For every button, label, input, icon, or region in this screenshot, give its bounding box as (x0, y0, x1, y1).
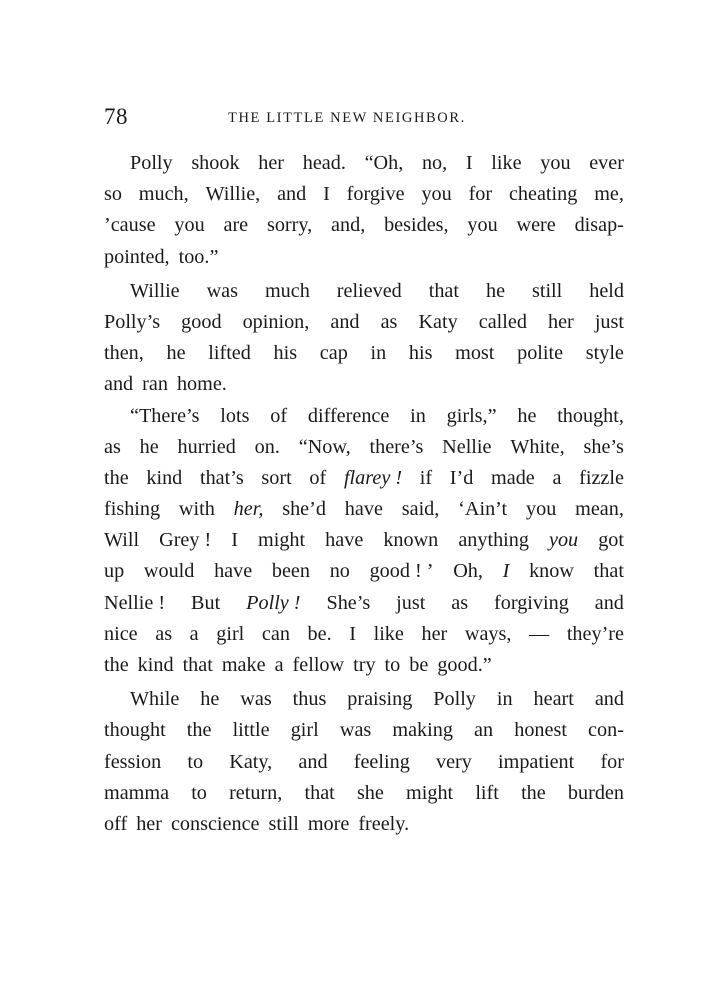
word: nice (104, 622, 138, 645)
word: that’s (199, 466, 244, 489)
word: an (474, 719, 494, 742)
word: freely. (358, 812, 410, 835)
word: called (478, 310, 527, 333)
word: like (373, 622, 404, 645)
word: and, (331, 214, 366, 237)
word: and (594, 591, 624, 614)
word: you (526, 498, 557, 521)
text-line (104, 432, 624, 463)
word: her (136, 812, 162, 835)
word: he (200, 688, 220, 711)
word: known (383, 529, 439, 552)
word: forgive (346, 183, 405, 206)
text-line (104, 369, 624, 400)
word: Nellie (442, 435, 492, 458)
word: making (392, 719, 453, 742)
word: burden (567, 781, 624, 804)
word: Polly (130, 152, 173, 174)
word: in (410, 404, 426, 427)
word: relieved (336, 279, 402, 302)
word: heart (533, 688, 574, 711)
word: lifted (208, 342, 251, 365)
word: no (329, 560, 350, 583)
word: a (552, 466, 562, 489)
word: thus (292, 688, 327, 711)
word: Willie (130, 279, 180, 302)
word: there’s (369, 435, 424, 458)
page-number: 78 (104, 104, 128, 129)
word: Polly ! (246, 591, 301, 614)
text-line (104, 715, 624, 746)
word: very (435, 750, 472, 773)
word: much, (138, 183, 189, 206)
word: I (323, 183, 330, 206)
word: as (104, 435, 121, 458)
word: was (240, 688, 272, 711)
word: I’d (449, 466, 474, 489)
word: be (409, 654, 429, 676)
word: held (589, 279, 624, 302)
word: polite (517, 342, 564, 365)
word: as (451, 591, 469, 614)
word: she (356, 781, 384, 804)
word: her (258, 152, 285, 174)
word: I (231, 529, 238, 552)
word: to (187, 750, 204, 773)
word: have (344, 498, 383, 521)
word: conscience (170, 812, 260, 835)
word: been (271, 560, 310, 583)
word: off (104, 812, 128, 835)
word: he (139, 435, 159, 458)
paragraph (104, 148, 624, 273)
word: can (261, 622, 290, 645)
word: that (182, 654, 213, 676)
word: I (349, 622, 356, 645)
word: little (232, 719, 270, 742)
text-line (104, 778, 624, 809)
word: no, (421, 152, 448, 174)
word: that (428, 279, 460, 302)
word: good ! ’ (369, 560, 434, 583)
text-line (104, 494, 624, 525)
word: said, (401, 498, 440, 521)
word: a (274, 654, 284, 676)
word: to (384, 654, 401, 676)
paragraph (104, 684, 624, 840)
word: his (273, 342, 298, 365)
word: still (531, 279, 563, 302)
word: got (598, 529, 624, 552)
word: sort (261, 466, 292, 489)
word: might (406, 781, 454, 804)
word: kind (137, 654, 174, 676)
word: she’s (583, 435, 624, 458)
word: that (304, 781, 335, 804)
text-line (104, 338, 624, 369)
word: ever (589, 152, 624, 174)
word: just (396, 591, 426, 614)
word: return, (229, 781, 283, 804)
word: She’s (326, 591, 371, 614)
word: you (467, 214, 498, 237)
word: Will (104, 529, 140, 552)
word: praising (347, 688, 413, 711)
text-line (104, 307, 624, 338)
word: her, (233, 498, 264, 521)
word: her (421, 622, 448, 645)
text-line (104, 242, 624, 273)
word: honest (514, 719, 567, 742)
word: know (529, 560, 574, 583)
word: kind (146, 466, 183, 489)
word: fellow (292, 654, 345, 676)
word: good (181, 310, 222, 333)
word: difference (307, 404, 390, 427)
word: pointed, (104, 245, 170, 268)
word: still (268, 812, 299, 835)
word: me, (594, 183, 624, 206)
word: lift (475, 781, 499, 804)
word: flarey ! (343, 466, 403, 489)
word: opinion, (242, 310, 310, 333)
text-line (104, 588, 624, 619)
word: Katy (418, 310, 458, 333)
word: sorry, (266, 214, 313, 237)
word: much (264, 279, 310, 302)
word: forgiving (494, 591, 569, 614)
word: have (214, 560, 253, 583)
word: too.” (178, 245, 219, 268)
word: While (130, 688, 180, 711)
word: so (104, 183, 122, 206)
word: and (330, 310, 360, 333)
word: he (166, 342, 186, 365)
word: have (325, 529, 364, 552)
word: if (419, 466, 433, 489)
text-line (104, 210, 624, 241)
word: ran (142, 373, 168, 396)
text-line (104, 747, 624, 778)
word: of (270, 404, 288, 427)
paragraph (104, 276, 624, 401)
word: he (517, 404, 537, 427)
word: was (206, 279, 238, 302)
word: and (594, 688, 624, 711)
word: fizzle (579, 466, 624, 489)
word: girl (290, 719, 319, 742)
word: she’d (282, 498, 326, 521)
word: ways, (464, 622, 512, 645)
text-line (104, 650, 624, 681)
word: fession (104, 750, 162, 773)
word: fishing (104, 498, 161, 521)
word: on. (254, 435, 280, 458)
word: to (191, 781, 207, 804)
text-line (104, 276, 624, 307)
word: you (421, 183, 452, 206)
word: ’cause (104, 214, 156, 237)
word: you (540, 152, 571, 174)
word: in (370, 342, 387, 365)
word: ‘Ain’t (458, 498, 508, 521)
word: might (258, 529, 306, 552)
text-line (104, 556, 624, 587)
word: girl (216, 622, 245, 645)
word: with (178, 498, 215, 521)
word: most (455, 342, 495, 365)
word: head. (302, 152, 346, 174)
word: be. (307, 622, 332, 645)
word: Polly’s (104, 310, 161, 333)
word: Katy, (229, 750, 273, 773)
word: you (174, 214, 205, 237)
running-title: THE LITTLE NEW NEIGHBOR. (228, 110, 466, 126)
word: you (549, 529, 579, 552)
word: cap (319, 342, 348, 365)
word: he (485, 279, 506, 302)
text-line (104, 148, 624, 179)
word: and (298, 750, 328, 773)
word: style (585, 342, 624, 365)
word: Oh, (453, 560, 483, 583)
word: Willie, (205, 183, 261, 206)
word: a (189, 622, 199, 645)
word: home. (176, 373, 227, 396)
word: impatient (498, 750, 575, 773)
word: besides, (384, 214, 449, 237)
word: con- (588, 719, 624, 742)
text-line (104, 525, 624, 556)
word: thought, (557, 404, 624, 427)
text-line (104, 463, 624, 494)
word: the (521, 781, 546, 804)
paragraph (104, 401, 624, 682)
word: disap- (574, 214, 624, 237)
word: anything (458, 529, 529, 552)
word: like (491, 152, 522, 174)
word: they’re (566, 622, 624, 645)
text-line (104, 401, 624, 432)
word: his (408, 342, 433, 365)
word: the (104, 466, 129, 489)
word: the (104, 654, 129, 676)
word: But (191, 591, 221, 614)
word: for (468, 183, 493, 206)
word: feeling (353, 750, 410, 773)
word: were (516, 214, 556, 237)
text-line (104, 684, 624, 715)
word: just (594, 310, 624, 333)
word: was (339, 719, 372, 742)
word: mean, (575, 498, 624, 521)
word: her (547, 310, 574, 333)
running-head (104, 104, 624, 138)
text-line (104, 809, 624, 840)
word: “Oh, (364, 152, 404, 174)
word: and (104, 373, 134, 396)
word: Nellie ! (104, 591, 166, 614)
word: more (307, 812, 350, 835)
word: thought (104, 719, 166, 742)
body-text (104, 148, 624, 841)
word: White, (510, 435, 565, 458)
text-line (104, 179, 624, 210)
word: mamma (104, 781, 170, 804)
word: of (309, 466, 327, 489)
word: Grey ! (159, 529, 212, 552)
word: made (491, 466, 535, 489)
word: as (155, 622, 173, 645)
word: the (186, 719, 212, 742)
word: would (143, 560, 195, 583)
word: “Now, (298, 435, 351, 458)
word: shook (191, 152, 240, 174)
word: as (380, 310, 398, 333)
word: cheating (508, 183, 578, 206)
word: — (529, 622, 550, 645)
word: for (600, 750, 624, 773)
word: girls,” (446, 404, 497, 427)
word: I (502, 560, 510, 583)
word: and (277, 183, 307, 206)
text-line (104, 619, 624, 650)
word: lots (220, 404, 250, 427)
word: then, (104, 342, 144, 365)
word: that (593, 560, 624, 583)
word: good.” (437, 654, 492, 676)
word: in (496, 688, 513, 711)
word: up (104, 560, 125, 583)
word: are (223, 214, 249, 237)
word: Polly (433, 688, 476, 711)
word: hurried (177, 435, 236, 458)
word: “There’s (130, 404, 200, 427)
word: I (465, 152, 473, 174)
word: make (221, 654, 266, 676)
word: try (353, 654, 376, 676)
